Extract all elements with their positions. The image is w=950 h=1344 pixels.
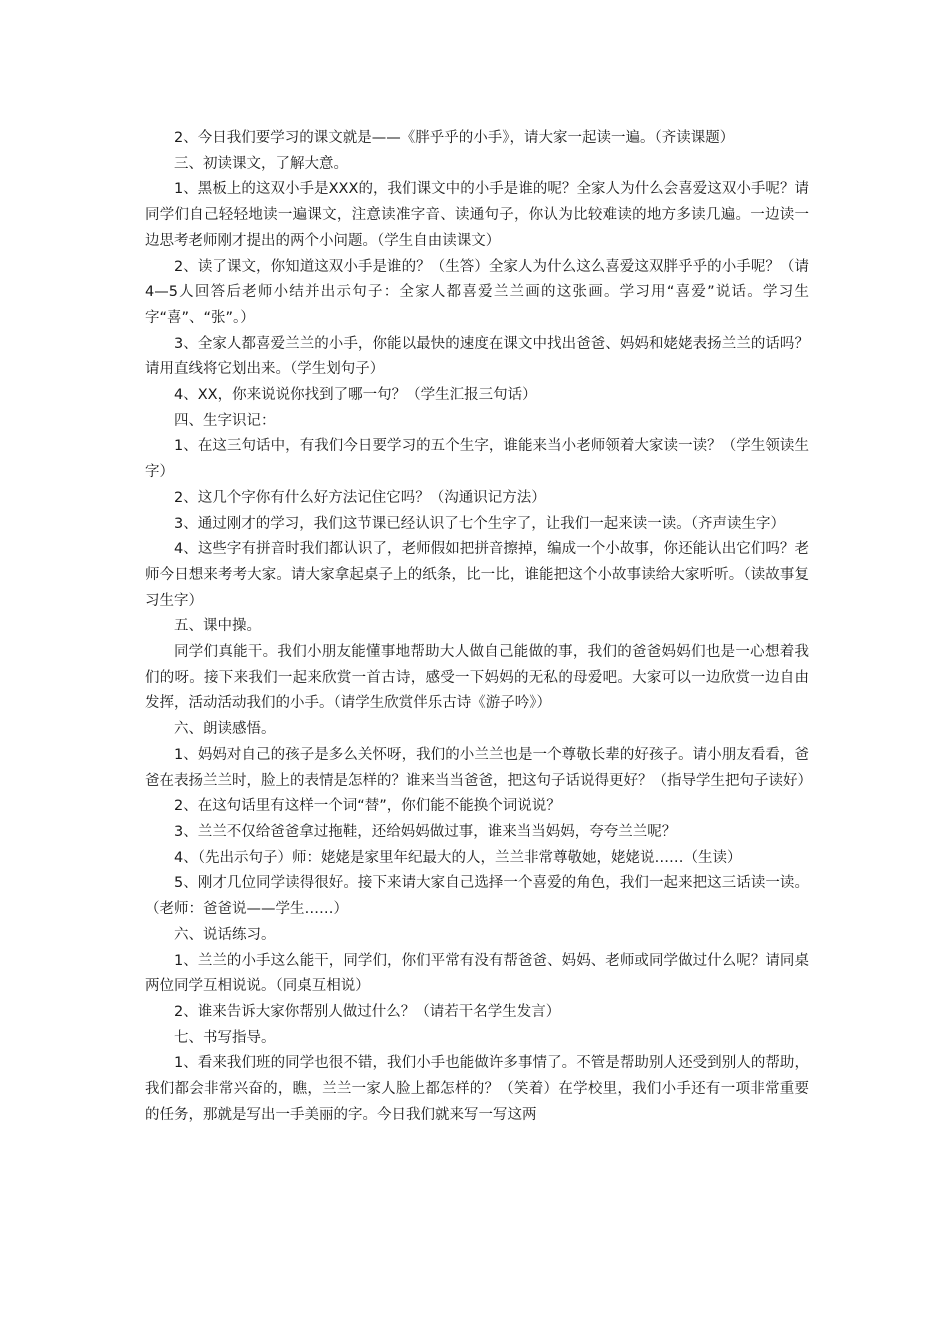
paragraph: 4、这些字有拼音时我们都认识了，老师假如把拼音擦掉，编成一个小故事，你还能认出它们吗？老师今日想来考考大家。请大家拿起桌子上的纸条，比一比，谁能把这个小故事读给大家听听。（读故事复习生字） [145,541,809,609]
paragraph: 3、通过刚才的学习，我们这节课已经认识了七个生字了，让我们一起来读一读。（齐声读生字） [174,515,785,532]
document-body [145,126,812,1128]
section-heading: 五、课中操。 [174,618,261,635]
section-heading: 六、说话练习。 [174,926,276,943]
paragraph: 同学们真能干。我们小朋友能懂事地帮助大人做自己能做的事，我们的爸爸妈妈们也是一心想着我们的呀。接下来我们一起来欣赏一首古诗，感受一下妈妈的无私的母爱吧。大家可以一边欣赏一边自由发挥，活动活动我们的小手。（请学生欣赏伴乐古诗《游子吟》） [145,644,809,712]
section-heading: 四、生字识记： [174,412,276,429]
paragraph: 3、全家人都喜爱兰兰的小手，你能以最快的速度在课文中找出爸爸、妈妈和姥姥表扬兰兰的话吗？请用直线将它划出来。（学生划句子） [145,335,809,378]
paragraph: 1、看来我们班的同学也很不错，我们小手也能做许多事情了。不管是帮助别人还受到别人的帮助，我们都会非常兴奋的，瞧，兰兰一家人脸上都怎样的？（笑着）在学校里，我们小手还有一项非常重要的任务，那就是写出一手美丽的字。今日我们就来写一写这两 [145,1055,809,1123]
paragraph: 2、在这句话里有这样一个词“替”，你们能不能换个词说说？ [174,798,561,815]
section-heading: 七、书写指导。 [174,1029,276,1046]
section-heading: 六、朗读感悟。 [174,721,276,738]
paragraph: 3、兰兰不仅给爸爸拿过拖鞋，还给妈妈做过事，谁来当当妈妈，夸夸兰兰呢？ [174,823,677,840]
paragraph: 5、刚才几位同学读得很好。接下来请大家自己选择一个喜爱的角色，我们一起来把这三话读一读。（老师：爸爸说——学生……） [145,875,809,918]
paragraph: 1、黑板上的这双小手是XXX的，我们课文中的小手是谁的呢？全家人为什么会喜爱这双小手呢？请同学们自己轻轻地读一遍课文，注意读准字音、读通句子，你认为比较难读的地方多读几遍。一边读一边思考老师刚才提出的两个小问题。（学生自由读课文） [145,181,809,249]
section-heading: 三、初读课文，了解大意。 [174,155,348,172]
paragraph: 2、今日我们要学习的课文就是——《胖乎乎的小手》，请大家一起读一遍。（齐读课题） [174,130,735,146]
paragraph: 2、这几个字你有什么好方法记住它吗？（沟通识记方法） [174,489,546,506]
paragraph: 1、兰兰的小手这么能干，同学们，你们平常有没有帮爸爸、妈妈、老师或同学做过什么呢？请同桌两位同学互相说说。（同桌互相说） [145,952,809,995]
paragraph: 2、读了课文，你知道这双小手是谁的？（生答）全家人为什么这么喜爱这双胖乎乎的小手呢？（请4—5人回答后老师小结并出示句子：全家人都喜爱兰兰画的这张画。学习用“喜爱”说话。学习生字“喜”、“张”。） [145,258,809,326]
paragraph: 1、妈妈对自己的孩子是多么关怀呀，我们的小兰兰也是一个尊敬长辈的好孩子。请小朋友看看，爸爸在表扬兰兰时，脸上的表情是怎样的？谁来当当爸爸，把这句子话说得更好？（指导学生把句子读好） [145,746,812,789]
paragraph: 2、谁来告诉大家你帮别人做过什么？（请若干名学生发言） [174,1003,561,1020]
paragraph: 4、XX，你来说说你找到了哪一句？（学生汇报三句话） [174,387,537,404]
paragraph: 4、（先出示句子）师：姥姥是家里年纪最大的人，兰兰非常尊敬她，姥姥说……（生读） [174,849,742,866]
paragraph: 1、在这三句话中，有我们今日要学习的五个生字，谁能来当小老师领着大家读一读？（学生领读生字） [145,438,809,481]
